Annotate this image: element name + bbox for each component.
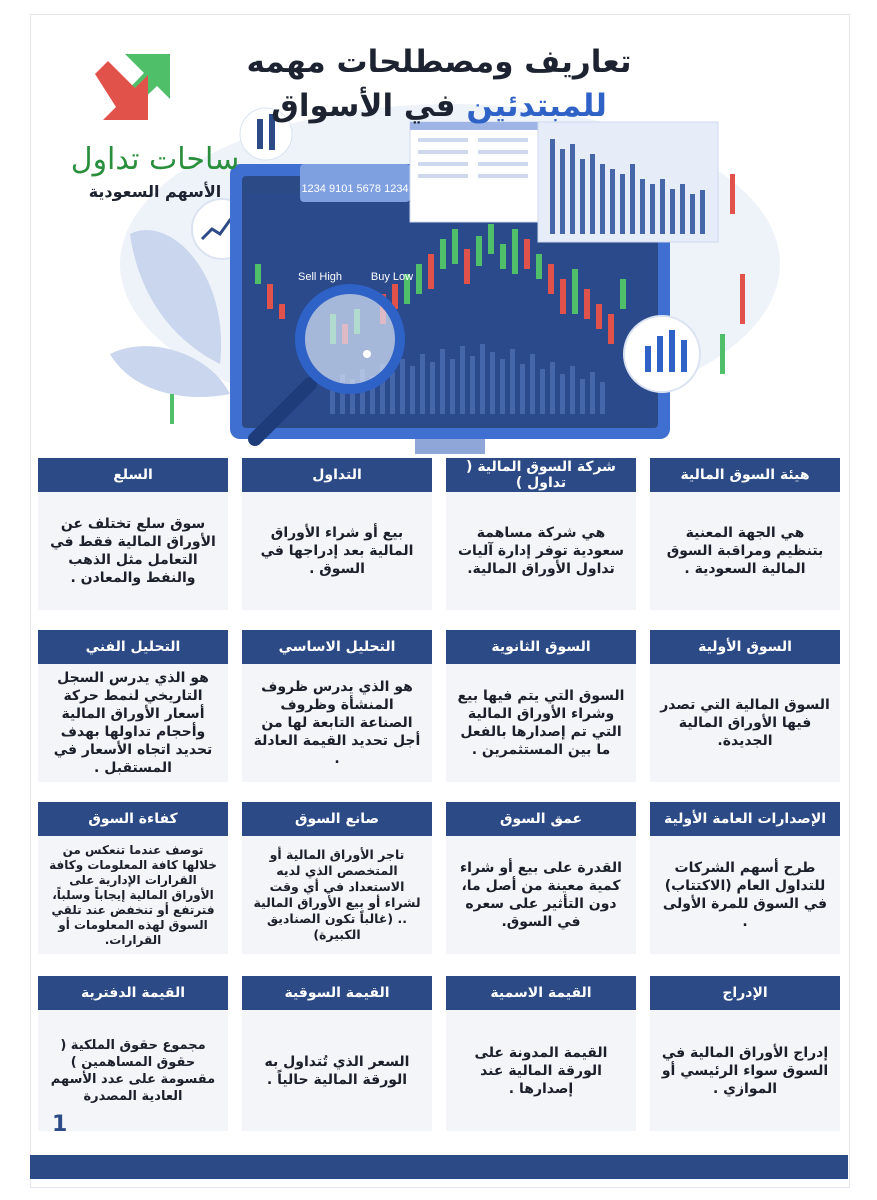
term-definition: هي الجهة المعنية بتنظيم ومراقبة السوق المالية السعودية .: [666, 525, 824, 577]
term-definition: السعر الذي تُتداول به الورقة المالية حالياً .: [264, 1053, 410, 1088]
term-definition: السوق المالية التي تصدر فيها الأوراق المالية الجديدة.: [660, 697, 830, 749]
term-title: القيمة الدفترية: [38, 976, 228, 1010]
term-card: [242, 802, 432, 954]
term-title: الإدراج: [650, 976, 840, 1010]
bar-chart-badge-icon: [624, 316, 700, 392]
data-panel: [410, 122, 540, 222]
term-title: السلع: [38, 458, 228, 492]
term-definition: طرح أسهم الشركات للتداول العام (الاكتتاب) في السوق للمرة الأولى .: [662, 860, 828, 930]
term-card: [38, 630, 228, 782]
term-card: [446, 630, 636, 782]
credit-card: [300, 164, 410, 202]
term-title: صانع السوق: [242, 802, 432, 836]
term-card: [242, 458, 432, 610]
term-definition: توصف عندما تنعكس من خلالها كافة المعلومات وكافة القرارات الإدارية على الأوراق المالية إيجاباً وسلباً، فترتفع أو تنخفض عند تلقي السوق لهذه المعلومات أو القرارات.: [49, 842, 217, 947]
term-card: [650, 458, 840, 610]
term-definition: بيع أو شراء الأوراق المالية بعد إدراجها في السوق .: [260, 525, 414, 577]
term-title: السوق الثانوية: [446, 630, 636, 664]
term-card: [38, 458, 228, 610]
term-definition: إدراج الأوراق المالية في السوق سواء الرئيسي أو الموازي .: [661, 1044, 829, 1097]
page-subtitle: [30, 88, 848, 124]
term-title: كفاءة السوق: [38, 802, 228, 836]
term-card: [38, 976, 228, 1131]
term-title: شركة السوق المالية ( تداول ): [446, 458, 636, 492]
subtitle-rest: في الأسواق: [271, 88, 456, 124]
term-title: هيئة السوق المالية: [650, 458, 840, 492]
hero-illustration: [30, 14, 848, 454]
term-card: [446, 802, 636, 954]
hero-section: [30, 14, 848, 454]
sell-high-label: Sell High: [297, 271, 343, 283]
term-title: القيمة الاسمية: [446, 976, 636, 1010]
subtitle-highlight: للمبتدئين: [466, 88, 607, 124]
term-card: [650, 802, 840, 954]
term-card: [242, 630, 432, 782]
term-title: السوق الأولية: [650, 630, 840, 664]
page-title: تعاريف ومصطلحات مهمه: [246, 44, 632, 80]
page-number: 1: [52, 1112, 68, 1137]
term-definition: القيمة المدونة على الورقة المالية عند إصدارها .: [474, 1044, 608, 1097]
term-definition: القدرة على بيع أو شراء كمية معينة من أصل ما، دون التأثير على سعره في السوق.: [460, 860, 622, 930]
bar-panel: [538, 122, 718, 242]
term-definition: هي شركة مساهمة سعودية توفر إدارة آليات تداول الأوراق المالية.: [457, 525, 625, 577]
terms-row: [38, 976, 840, 1131]
term-definition: هو الذي يدرس السجل التاريخي لنمط حركة أسعار الأوراق المالية وأحجام تداولها بهدف تحديد اتجاه الأسعار في المستقبل .: [53, 670, 213, 776]
term-card: [446, 458, 636, 610]
card-number-text: 1234 5678 9101 1234: [301, 183, 409, 195]
term-card: [446, 976, 636, 1131]
term-title: التحليل الفني: [38, 630, 228, 664]
term-title: الإصدارات العامة الأولية: [650, 802, 840, 836]
brand-name: ساحات تداول: [70, 142, 240, 177]
brand-tagline: الأسهم السعودية: [88, 182, 222, 201]
terms-row: [38, 802, 840, 954]
buy-low-label: Buy Low: [370, 271, 414, 283]
term-definition: سوق سلع تختلف عن الأوراق المالية فقط في التعامل مثل الذهب والنفط والمعادن .: [50, 516, 216, 586]
term-card: [650, 630, 840, 782]
term-card: [38, 802, 228, 954]
term-title: القيمة السوقية: [242, 976, 432, 1010]
term-definition: تاجر الأوراق المالية أو المتخصص الذي لديه الاستعداد في أي وقت لشراء أو بيع الأوراق المالية .. (غالباً تكون الصناديق الكبيرة): [253, 847, 421, 942]
term-title: عمق السوق: [446, 802, 636, 836]
footer-bar: [30, 1155, 848, 1179]
term-card: [650, 976, 840, 1131]
terms-row: [38, 630, 840, 782]
term-definition: مجموع حقوق الملكية ( حقوق المساهمين ) مقسومة على عدد الأسهم العادية المصدرة: [50, 1037, 216, 1104]
terms-row: [38, 458, 840, 610]
term-title: التحليل الاساسي: [242, 630, 432, 664]
term-card: [242, 976, 432, 1131]
term-title: التداول: [242, 458, 432, 492]
term-definition: السوق التي يتم فيها بيع وشراء الأوراق المالية التي تم إصدارها بالفعل ما بين المستثمرين .: [457, 688, 625, 758]
term-definition: هو الذي يدرس ظروف المنشأة وظروف الصناعة التابعة لها من أجل تحديد القيمة العادلة .: [253, 679, 421, 767]
